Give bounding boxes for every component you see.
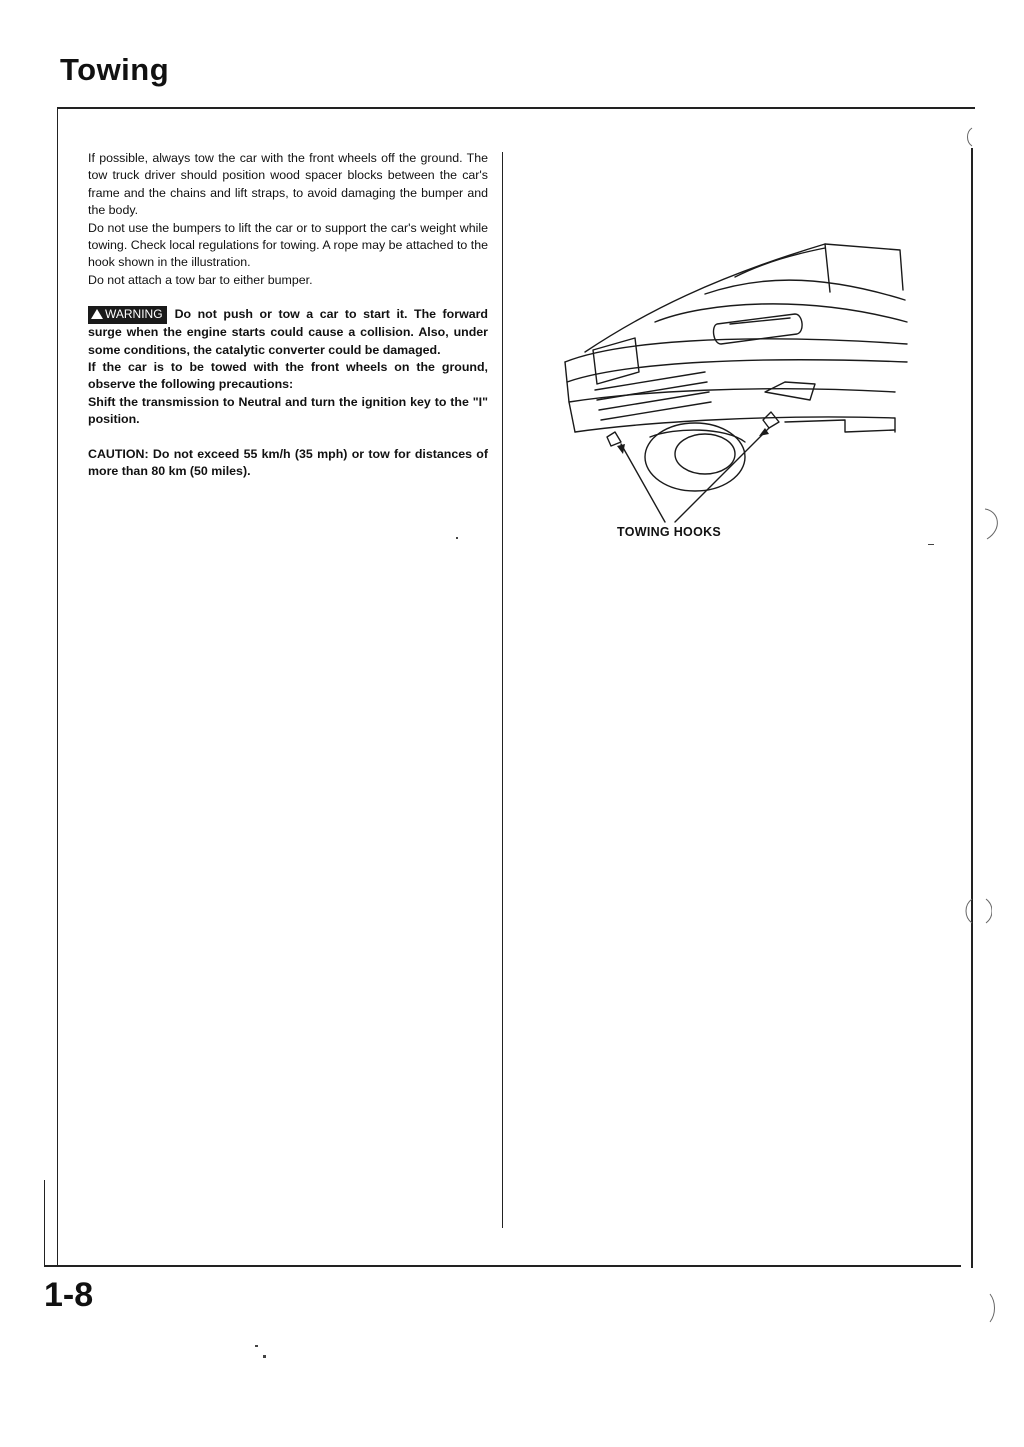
page-title: Towing	[60, 52, 170, 87]
warning-badge-label: WARNING	[105, 307, 163, 322]
frame-right-rule	[971, 148, 973, 1268]
caution-paragraph: CAUTION: Do not exceed 55 km/h (35 mph) or tow for distances of more than 80 km (50 miles).	[88, 446, 488, 479]
frame-left-outer-rule	[44, 1180, 45, 1266]
bumper-paragraph: Do not use the bumpers to lift the car or to support the car's weight while towing. Check local regulations for towing. A rope may be attached to the hook shown in the illustration.	[88, 220, 488, 270]
warning-triangle-icon	[91, 309, 103, 319]
tow-bar-paragraph: Do not attach a tow bar to either bumper.	[88, 272, 313, 287]
intro-paragraph: If possible, always tow the car with the front wheels off the ground. The tow truck driver should position wood spacer blocks between the car's frame and the chains and lift straps, to avoid damaging the bumper and the body.	[88, 151, 488, 218]
warning-text: Do not push or tow a car to start it. The forward surge when the engine starts could cause a collision. Also, under some conditions, the catalytic converter could be damaged.	[88, 307, 488, 357]
page-number: 1-8	[44, 1276, 94, 1314]
scan-speck	[928, 544, 934, 545]
scan-speck	[255, 1345, 258, 1347]
punch-hole-mark	[962, 893, 992, 929]
transmission-paragraph: Shift the transmission to Neutral and turn the ignition key to the "I" position.	[88, 394, 488, 427]
front-wheels-paragraph: If the car is to be towed with the front wheels on the ground, observe the following precautions:	[88, 360, 488, 392]
punch-hole-mark	[980, 1290, 1010, 1326]
frame-bottom-rule	[44, 1265, 961, 1267]
scan-speck	[263, 1355, 266, 1358]
column-divider	[502, 152, 503, 1228]
scan-speck	[456, 537, 458, 539]
frame-left-rule	[57, 107, 58, 1267]
punch-hole-mark	[962, 120, 992, 156]
punch-hole-mark	[975, 505, 1005, 541]
warning-block	[88, 306, 488, 359]
frame-top-rule	[57, 107, 975, 109]
towing-hooks-label: TOWING HOOKS	[617, 525, 722, 539]
warning-badge	[88, 306, 167, 324]
text-column	[88, 150, 488, 481]
car-front-underside-illustration	[555, 232, 915, 532]
